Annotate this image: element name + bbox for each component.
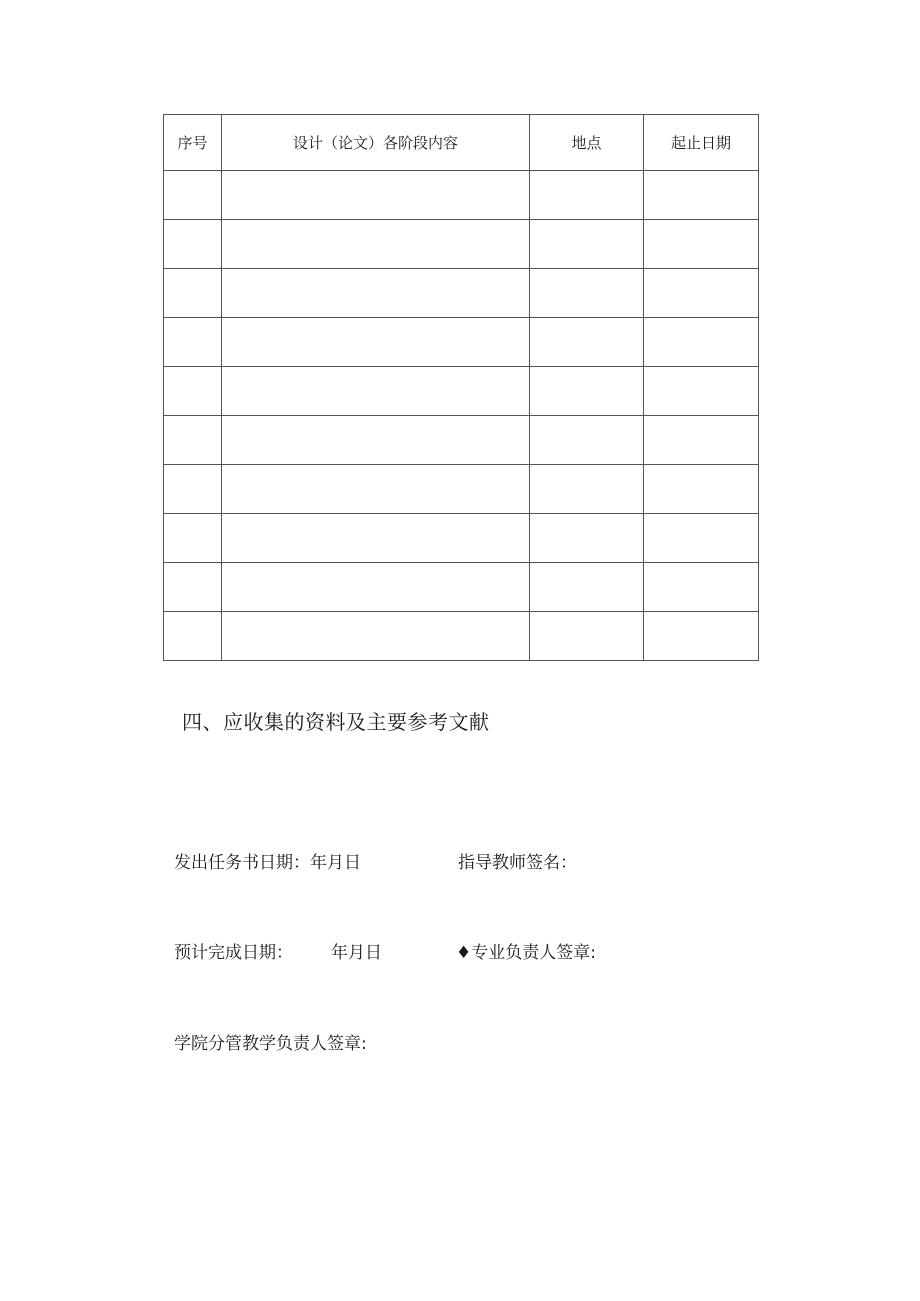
schedule-table — [163, 114, 759, 661]
cell-location[interactable] — [530, 220, 644, 269]
cell-stage-content[interactable] — [222, 269, 530, 318]
table-body — [164, 171, 759, 661]
cell-location[interactable] — [530, 465, 644, 514]
cell-location[interactable] — [530, 514, 644, 563]
completion-date-value: 年月日 — [331, 943, 382, 963]
cell-index[interactable] — [164, 367, 222, 416]
table-header-row — [164, 115, 759, 171]
table-row — [164, 612, 759, 661]
table-row — [164, 318, 759, 367]
cell-index[interactable] — [164, 416, 222, 465]
completion-date-label: 预计完成日期： — [174, 943, 293, 963]
cell-location[interactable] — [530, 367, 644, 416]
table-row — [164, 269, 759, 318]
table-row — [164, 367, 759, 416]
section-heading-references: 四、应收集的资料及主要参考文献 — [182, 710, 490, 734]
cell-date-range[interactable] — [644, 514, 759, 563]
cell-index[interactable] — [164, 171, 222, 220]
table-row — [164, 563, 759, 612]
header-index: 序号 — [164, 115, 222, 171]
cell-location[interactable] — [530, 563, 644, 612]
cell-location[interactable] — [530, 269, 644, 318]
cell-location[interactable] — [530, 171, 644, 220]
cell-stage-content[interactable] — [222, 612, 530, 661]
cell-index[interactable] — [164, 612, 222, 661]
table-row — [164, 514, 759, 563]
table-row — [164, 220, 759, 269]
cell-date-range[interactable] — [644, 220, 759, 269]
table-row — [164, 416, 759, 465]
cell-index[interactable] — [164, 269, 222, 318]
cell-location[interactable] — [530, 416, 644, 465]
cell-location[interactable] — [530, 318, 644, 367]
cell-index[interactable] — [164, 318, 222, 367]
cell-date-range[interactable] — [644, 465, 759, 514]
cell-index[interactable] — [164, 514, 222, 563]
cell-stage-content[interactable] — [222, 171, 530, 220]
cell-stage-content[interactable] — [222, 563, 530, 612]
cell-date-range[interactable] — [644, 563, 759, 612]
cell-stage-content[interactable] — [222, 220, 530, 269]
header-date-range: 起止日期 — [644, 115, 759, 171]
issue-date-label: 发出任务书日期：年月日 — [174, 853, 361, 873]
cell-stage-content[interactable] — [222, 318, 530, 367]
cell-index[interactable] — [164, 465, 222, 514]
cell-index[interactable] — [164, 563, 222, 612]
cell-date-range[interactable] — [644, 367, 759, 416]
table-row — [164, 465, 759, 514]
cell-stage-content[interactable] — [222, 416, 530, 465]
cell-stage-content[interactable] — [222, 367, 530, 416]
cell-date-range[interactable] — [644, 318, 759, 367]
header-stage-content: 设计（论文）各阶段内容 — [222, 115, 530, 171]
cell-stage-content[interactable] — [222, 465, 530, 514]
cell-date-range[interactable] — [644, 171, 759, 220]
header-location: 地点 — [530, 115, 644, 171]
cell-location[interactable] — [530, 612, 644, 661]
college-head-signature-label: 学院分管教学负责人签章: — [174, 1034, 367, 1054]
cell-date-range[interactable] — [644, 416, 759, 465]
cell-date-range[interactable] — [644, 269, 759, 318]
advisor-signature-label: 指导教师签名： — [458, 853, 577, 873]
cell-index[interactable] — [164, 220, 222, 269]
table-row — [164, 171, 759, 220]
major-head-signature-label: ♦专业负责人签章: — [456, 943, 596, 963]
cell-date-range[interactable] — [644, 612, 759, 661]
cell-stage-content[interactable] — [222, 514, 530, 563]
